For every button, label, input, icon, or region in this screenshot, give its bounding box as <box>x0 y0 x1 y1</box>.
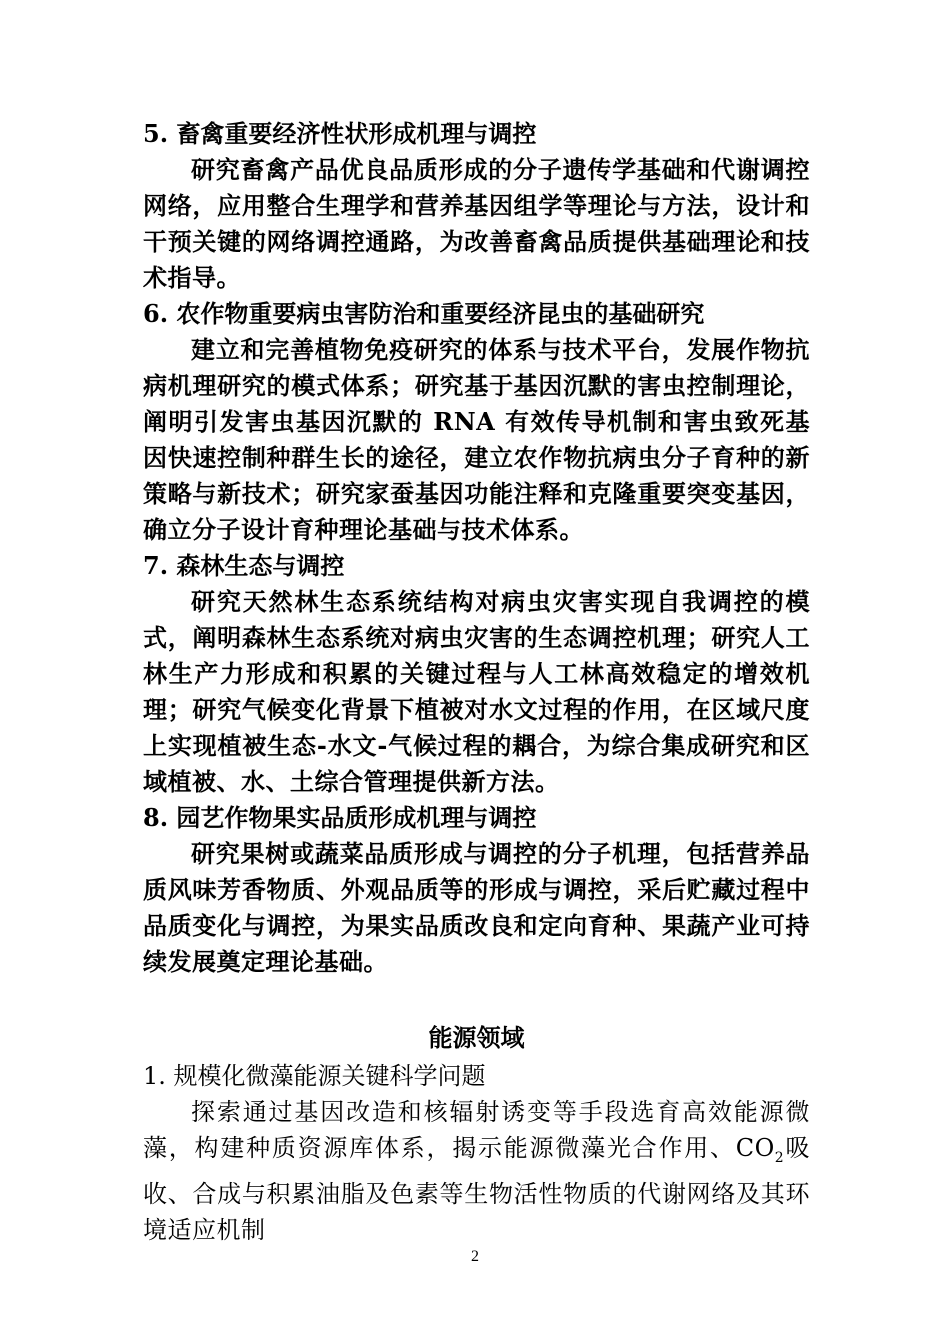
item-body-7: 研究天然林生态系统结构对病虫灾害实现自我调控的模式，阐明森林生态系统对病虫灾害的生态调控机理；研究人工林生产力形成和积累的关键过程与人工林高效稳定的增效机理；研究气候变化背景下植被对水文过程的作用，在区域尺度上实现植被生态-水文-气候过程的耦合，为综合集成研究和区域植被、水、土综合管理提供新方法。 <box>143 587 810 796</box>
page-number: 2 <box>471 1248 479 1265</box>
item-heading-7: 7. 森林生态与调控 <box>143 551 345 580</box>
energy-item-heading-1: 1. 规模化微藻能源关键科学问题 <box>143 1062 486 1090</box>
page-content <box>143 116 810 1248</box>
item-heading-6: 6. 农作物重要病虫害防治和重要经济昆虫的基础研究 <box>143 299 705 328</box>
item-body-5: 研究畜禽产品优良品质形成的分子遗传学基础和代谢调控网络，应用整合生理学和营养基因组学等理论与方法，设计和干预关键的网络调控通路，为改善畜禽品质提供基础理论和技术指导。 <box>143 155 810 292</box>
section-title: 能源领域 <box>428 1023 525 1052</box>
item-body-6: 建立和完善植物免疫研究的体系与技术平台，发展作物抗病机理研究的模式体系；研究基于基因沉默的害虫控制理论，阐明引发害虫基因沉默的 RNA 有效传导机制和害虫致死基因快速控制种群生长的途径，建立农作物抗病虫分子育种的新策略与新技术；研究家蚕基因功能注释和克隆重要突变基因，确立分子设计育种理论基础与技术体系。 <box>143 335 810 544</box>
energy-body-part1: 探索通过基因改造和核辐射诱变等手段选育高效能源微藻，构建种质资源库体系，揭示能源微藻光合作用、CO <box>143 1098 810 1162</box>
item-body-8: 研究果树或蔬菜品质形成与调控的分子机理，包括营养品质风味芳香物质、外观品质等的形成与调控，采后贮藏过程中品质变化与调控，为果实品质改良和定向育种、果蔬产业可持续发展奠定理论基础。 <box>143 839 810 976</box>
energy-item-body-1 <box>143 1094 810 1248</box>
energy-body-part2: 吸收、合成与积累油脂及色素等生物活性物质的代谢网络及其环境适应机制 <box>143 1134 810 1244</box>
item-heading-5: 5. 畜禽重要经济性状形成机理与调控 <box>143 119 537 148</box>
item-heading-8: 8. 园艺作物果实品质形成机理与调控 <box>143 803 537 832</box>
co2-subscript: 2 <box>774 1149 785 1166</box>
